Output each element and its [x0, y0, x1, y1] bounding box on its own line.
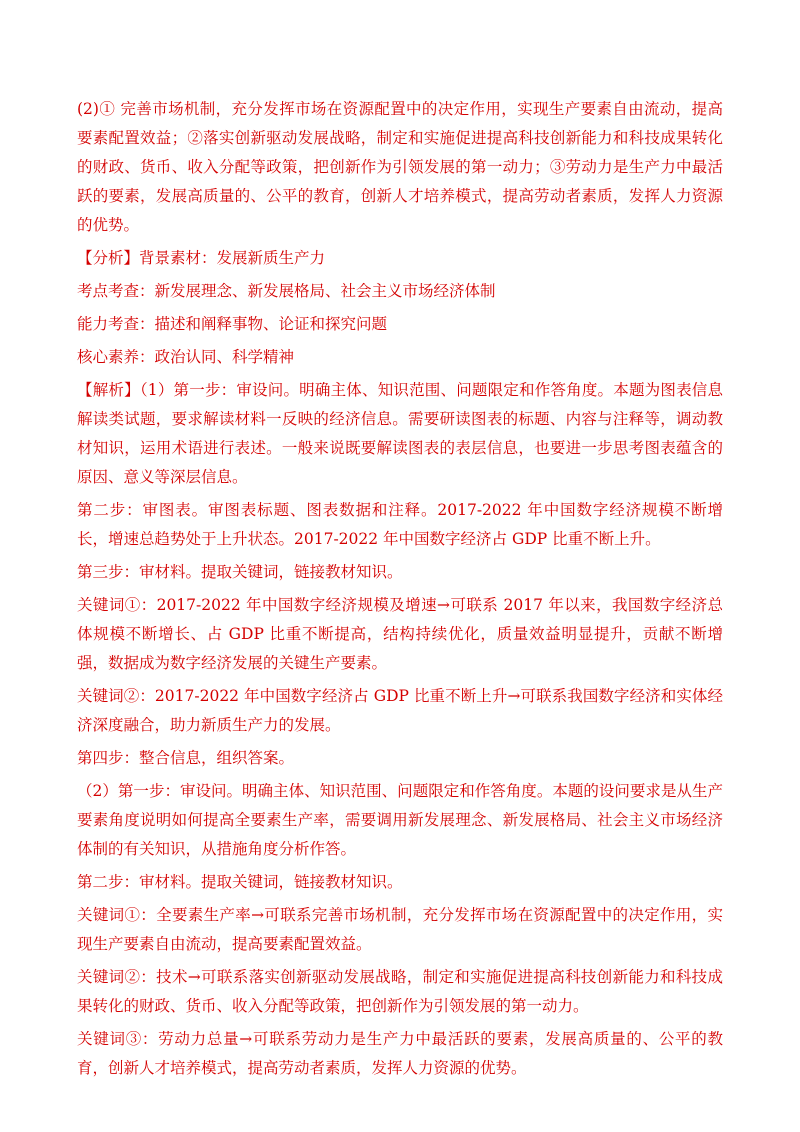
exam-points-line: 考点考查：新发展理念、新发展格局、社会主义市场经济体制 [77, 282, 496, 300]
keyword1-part2-paragraph: 关键词①：全要素生产率→可联系完善市场机制，充分发挥市场在资源配置中的决定作用，实现生产要素自由流动，提高要素配置效益。 [77, 906, 723, 953]
answer-part2-paragraph: (2)① 完善市场机制，充分发挥市场在资源配置中的决定作用，实现生产要素自由流动，提高要素配置效益；②落实创新驱动发展战略，制定和实施促进提高科技创新能力和科技成果转化的财政、货币、收入分配等政策，把创新作为引领发展的第一动力；③劳动力是生产力中最活跃的要素，发展高质量的、公平的教育，创新人才培养模式，提高劳动者素质，发挥人力资源的优势。 [77, 100, 723, 234]
ability-line: 能力考查：描述和阐释事物、论证和探究问题 [77, 315, 388, 333]
step2-chart-paragraph: 第二步：审图表。审图表标题、图表数据和注释。2017-2022 年中国数字经济规模不断增长，增速总趋势处于上升状态。2017-2022 年中国数字经济占 GDP 比重不断上升。 [77, 501, 723, 548]
literacy-line: 核心素养：政治认同、科学精神 [77, 348, 295, 366]
step3-material-line: 第三步：审材料。提取关键词，链接教材知识。 [77, 563, 403, 581]
keyword3-part2-paragraph: 关键词③：劳动力总量→可联系劳动力是生产力中最活跃的要素，发展高质量的、公平的教育，创新人才培养模式，提高劳动者素质，发挥人力资源的优势。 [77, 1030, 723, 1077]
analysis-line: 【分析】背景素材：发展新质生产力 [77, 249, 326, 267]
step2-material-line: 第二步：审材料。提取关键词，链接教材知识。 [77, 873, 403, 891]
explanation-part2-paragraph: （2）第一步：审设问。明确主体、知识范围、问题限定和作答角度。本题的设问要求是从生产要素角度说明如何提高全要素生产率，需要调用新发展理念、新发展格局、社会主义市场经济体制的有关知识，从措施角度分析作答。 [77, 782, 723, 858]
document-page [77, 95, 723, 1087]
explanation-part1-paragraph: 【解析】（1）第一步：审设问。明确主体、知识范围、问题限定和作答角度。本题为图表信息解读类试题，要求解读材料一反映的经济信息。需要研读图表的标题、内容与注释等，调动教材知识，运用术语进行表述。一般来说既要解读图表的表层信息，也要进一步思考图表蕴含的原因、意义等深层信息。 [77, 381, 723, 486]
keyword2-part1-paragraph: 关键词②：2017-2022 年中国数字经济占 GDP 比重不断上升→可联系我国数字经济和实体经济深度融合，助力新质生产力的发展。 [77, 687, 723, 734]
step4-line: 第四步：整合信息，组织答案。 [77, 749, 295, 767]
keyword2-part2-paragraph: 关键词②：技术→可联系落实创新驱动发展战略，制定和实施促进提高科技创新能力和科技成果转化的财政、货币、收入分配等政策，把创新作为引领发展的第一动力。 [77, 968, 723, 1015]
keyword1-part1-paragraph: 关键词①：2017-2022 年中国数字经济规模及增速→可联系 2017 年以来，我国数字经济总体规模不断增长、占 GDP 比重不断提高，结构持续优化，质量效益明显提升，贡献不断增强，数据成为数字经济发展的关键生产要素。 [77, 596, 723, 672]
